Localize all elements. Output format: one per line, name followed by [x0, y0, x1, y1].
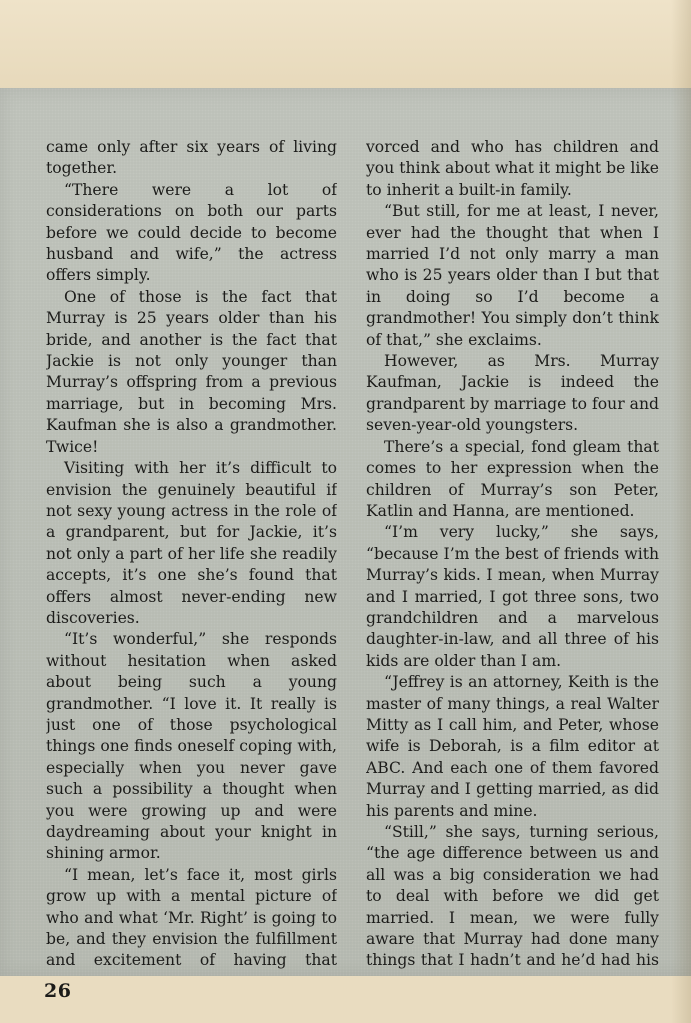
paragraph: One of those is the fact that Murray is 25 years older than his bride, and another is the fact that Jackie is not only younger than Murray’s offspring from a previous marriage, but in becoming Mrs. Kaufman she is also a grandmother. Twice!: [46, 287, 337, 456]
paragraph: came only after six years of living together.: [46, 138, 337, 178]
paragraph: There’s a special, fond gleam that comes to her expression when the children of Murray’s son Peter, Katlin and Hanna, are mentioned.: [366, 437, 659, 520]
paragraph: “But still, for me at least, I never, ever had the thought that when I married I’d not only marry a man who is 25 years older than I but that in doing so I’d become a grandmother! You simply don’t think of that,” she exclaims.: [366, 202, 659, 349]
page-top-margin: [0, 0, 691, 90]
article-column-left: [46, 137, 337, 973]
paragraph: “I’m very lucky,” she says, “because I’m the best of friends with Murray’s kids. I mean, when Murray and I married, I got three sons, two grandchildren and a marvelous daughter-in-law, and all three of his kids are older than I am.: [366, 523, 659, 670]
paragraph: “Jeffrey is an attorney, Keith is the master of many things, a real Walter Mitty as I call him, and Peter, whose wife is Deborah, is a film editor at ABC. And each one of them favored Murray and I getting married, as did his parents and mine.: [366, 673, 659, 820]
paragraph: “I mean, let’s face it, most girls grow up with a mental picture of who and what ‘Mr. Right’ is going to be, and they envision the fulfillment and excitement of having that: [46, 865, 337, 970]
paragraph: “Still,” she says, turning serious, “the age difference between us and all was a big consideration we had to deal with before we did get married. I mean, we were fully aware that Murray had done many things that I hadn’t and he’d had his: [366, 823, 659, 970]
article-column-right: [366, 137, 659, 973]
page-edge-shadow: [671, 0, 691, 1023]
paragraph: However, as Mrs. Murray Kaufman, Jackie is indeed the grandparent by marriage to four and seven-year-old youngsters.: [366, 352, 659, 435]
page-number: 26: [44, 980, 72, 1002]
paragraph: “It’s wonderful,” she responds without hesitation when asked about being such a young grandmother. “I love it. It really is just one of those psychological things one finds oneself coping with, especially when you never gave such a possibility a thought when you were growing up and were daydreaming about your knight in shining armor.: [46, 630, 337, 863]
paragraph: Visiting with her it’s difficult to envision the genuinely beautiful if not sexy young actress in the role of a grandparent, but for Jackie, it’s not only a part of her life she readily accepts, it’s one she’s found that offers almost never-ending new discoveries.: [46, 459, 337, 627]
paragraph: vorced and who has children and you think about what it might be like to inherit a built-in family.: [366, 138, 659, 199]
paragraph: “There were a lot of considerations on both our parts before we could decide to become husband and wife,” the actress offers simply.: [46, 180, 337, 285]
